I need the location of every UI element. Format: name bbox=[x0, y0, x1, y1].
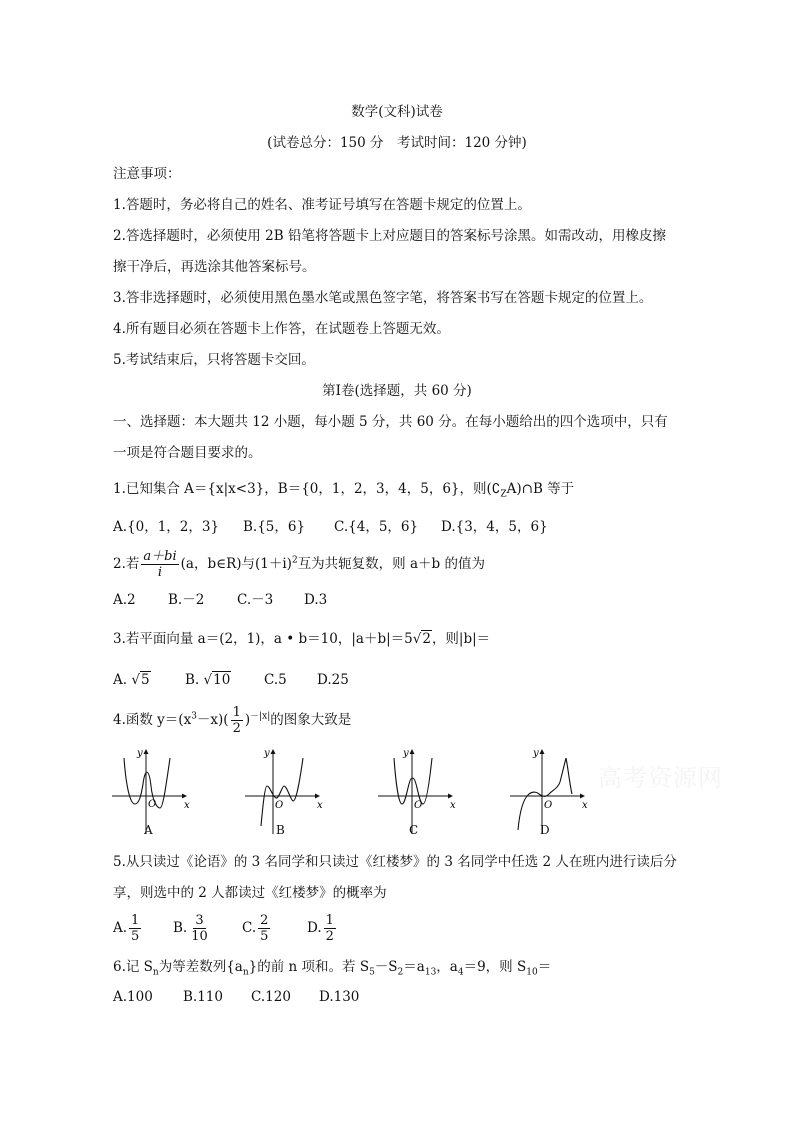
q5-options bbox=[113, 910, 338, 946]
graph-c-y-label: y bbox=[403, 748, 409, 759]
q6-option-a: A.100 bbox=[113, 989, 153, 1005]
graph-d-origin: O bbox=[544, 800, 553, 811]
q4-frac-num: 1 bbox=[232, 705, 241, 720]
q6-text: ＝ bbox=[537, 959, 552, 975]
q2-option-d: D.3 bbox=[304, 592, 328, 608]
q1-options bbox=[113, 518, 548, 536]
question-2 bbox=[113, 547, 485, 581]
q6-sub: 13 bbox=[424, 967, 437, 978]
q3-radicand: 2 bbox=[422, 631, 431, 647]
q3-stem-end: ，则|b|＝ bbox=[431, 631, 491, 647]
q1-option-c: C.{4，5，6} bbox=[334, 519, 419, 535]
q2-frac-den: i bbox=[157, 565, 163, 580]
q5-option-b bbox=[173, 910, 242, 946]
graph-a-y-label: y bbox=[137, 748, 143, 759]
q3-option-a-radicand: 5 bbox=[140, 672, 150, 688]
q1-option-d: D.{3，4，5，6} bbox=[441, 519, 548, 535]
q6-options bbox=[113, 988, 359, 1006]
q3-option-b-radicand: 10 bbox=[213, 672, 231, 688]
q5-option-b-frac bbox=[189, 913, 210, 944]
q6-sub: 10 bbox=[526, 967, 538, 978]
question-5: 5.从只读过《论语》的 3 名同学和只读过《红楼梦》的 3 名同学中任选 2 人在班内进行读后分 bbox=[113, 854, 677, 870]
q5-option-c-den: 5 bbox=[260, 929, 269, 944]
q1-sub: Z bbox=[500, 489, 507, 500]
q5-option-c-frac bbox=[258, 913, 270, 944]
q3-option-b bbox=[185, 671, 264, 689]
question-4: 4.函数 $y=(x^3-x)$( $\frac{1}{2}$ )$^{-|x|}$的图象大致是 bbox=[113, 705, 352, 736]
q2-prefix: 2.若 bbox=[113, 556, 140, 572]
q5-option-c-num: 2 bbox=[260, 913, 269, 928]
q5-option-a-label: A. bbox=[113, 920, 128, 936]
graph-a-origin: O bbox=[148, 799, 157, 810]
exam-info: (试卷总分：150 分 考试时间：120 分钟) bbox=[267, 135, 527, 151]
q3-stem: 3.若平面向量 a＝(2，1)，a • b＝10，|a＋b|＝5 bbox=[113, 631, 413, 647]
q5-option-c bbox=[242, 910, 307, 946]
graph-c-origin: O bbox=[414, 800, 423, 811]
q4-fraction bbox=[231, 705, 243, 736]
part-title: 第Ⅰ卷(选择题，共 60 分) bbox=[322, 383, 472, 399]
q5-option-a-den: 5 bbox=[131, 929, 140, 944]
q6-text: }的前 n 项和。若 S bbox=[248, 959, 370, 975]
q5-option-b-label: B. bbox=[173, 920, 188, 936]
graph-a-label: A bbox=[144, 823, 153, 837]
q2-middle: (a，b∈R)与(1＋i) bbox=[180, 556, 292, 572]
q6-option-d: D.130 bbox=[319, 989, 360, 1005]
q2-options bbox=[113, 591, 327, 609]
q2-option-a: A.2 bbox=[113, 592, 136, 608]
q6-option-b: B.110 bbox=[183, 989, 223, 1005]
q6-option-c: C.120 bbox=[251, 989, 291, 1005]
q4-mid: －x)( bbox=[196, 712, 229, 728]
q1-stem-end: A)∩B 等于 bbox=[506, 481, 575, 497]
q2-option-c: C.－3 bbox=[237, 592, 274, 608]
page-title: 数学(文科)试卷 bbox=[351, 104, 443, 120]
graph-d-x-label: x bbox=[582, 800, 588, 811]
q5-option-a-frac bbox=[129, 913, 141, 944]
q6-sub: 2 bbox=[397, 967, 404, 978]
q2-option-b: B.－2 bbox=[168, 592, 205, 608]
q6-text: －S bbox=[374, 959, 398, 975]
q5-option-b-den: 10 bbox=[191, 929, 208, 944]
question-3 bbox=[113, 630, 490, 648]
q3-option-b-label: B. bbox=[185, 672, 200, 688]
notice-item: 5.考试结束后，只将答题卡交回。 bbox=[113, 352, 315, 368]
graph-b-label: B bbox=[276, 823, 285, 837]
section-instruction: 一、选择题：本大题共 12 小题，每小题 5 分，共 60 分。在每小题给出的四个选项中，只有 bbox=[113, 414, 668, 430]
q2-fraction bbox=[141, 549, 178, 580]
q5-option-c-label: C. bbox=[242, 920, 257, 936]
question-5-cont: 享，则选中的 2 人都读过《红楼梦》的概率为 bbox=[113, 885, 387, 901]
q6-sub: n bbox=[242, 967, 249, 978]
section-instruction: 一项是符合题目要求的。 bbox=[113, 445, 262, 461]
q5-option-d-den: 2 bbox=[325, 929, 334, 944]
graph-b-origin: O bbox=[275, 800, 284, 811]
q5-option-d bbox=[307, 910, 338, 946]
q3-sqrt: √2 bbox=[412, 631, 431, 647]
q3-option-c: C.5 bbox=[264, 672, 287, 688]
q6-sub: n bbox=[152, 967, 159, 978]
graph-d-y-label: y bbox=[533, 748, 539, 759]
graph-b-y-label: y bbox=[264, 748, 270, 759]
q6-text: ＝a bbox=[403, 959, 425, 975]
notice-item: 擦干净后，再选涂其他答案标号。 bbox=[113, 259, 316, 275]
q6-text: 为等差数列{a bbox=[158, 959, 243, 975]
q2-frac-num: a＋bi bbox=[143, 549, 177, 564]
notice-item: 3.答非选择题时，必须使用黑色墨水笔或黑色签字笔，将答案书写在答题卡规定的位置上。 bbox=[113, 290, 653, 306]
q3-option-d: D.25 bbox=[317, 672, 349, 688]
question-6 bbox=[113, 958, 551, 976]
q6-sub: 5 bbox=[369, 967, 375, 978]
q6-text: ＝9，则 S bbox=[463, 959, 527, 975]
q6-text: ，a bbox=[436, 959, 458, 975]
q3-options bbox=[113, 671, 349, 689]
q6-sub: 4 bbox=[457, 967, 464, 978]
notice-heading: 注意事项： bbox=[113, 166, 181, 182]
q4-suffix: 的图象大致是 bbox=[270, 712, 352, 728]
graph-c-x-label: x bbox=[450, 800, 456, 811]
q5-option-d-label: D. bbox=[307, 920, 322, 936]
q3-option-b-sqrt: √10 bbox=[203, 672, 231, 688]
q4-sup2: －|x| bbox=[250, 711, 271, 722]
q3-option-a-label: A. bbox=[113, 672, 128, 688]
notice-item: 1.答题时，务必将自己的姓名、准考证号填写在答题卡规定的位置上。 bbox=[113, 197, 531, 213]
notice-item: 2.答选择题时，必须使用 2B 铅笔将答题卡上对应题目的答案标号涂黑。如需改动，用橡皮擦 bbox=[113, 228, 666, 244]
graph-a-x-label: x bbox=[184, 800, 190, 811]
q6-text: 6.记 S bbox=[113, 959, 153, 975]
q5-option-b-num: 3 bbox=[195, 913, 204, 928]
question-1 bbox=[113, 480, 574, 498]
graph-c-label: C bbox=[409, 823, 419, 837]
q3-option-a bbox=[113, 671, 185, 689]
q2-sup: 2 bbox=[291, 555, 298, 566]
q5-option-a-num: 1 bbox=[131, 913, 140, 928]
graph-b-x-label: x bbox=[317, 800, 323, 811]
graph-d-label: D bbox=[540, 823, 550, 837]
q4-sup1: 3 bbox=[191, 711, 197, 722]
q1-option-a: A.{0，1，2，3} bbox=[113, 519, 220, 535]
q4-frac-den: 2 bbox=[232, 721, 241, 736]
q4-prefix: 4.函数 y＝(x bbox=[113, 712, 192, 728]
watermark: 高考资源网 bbox=[598, 764, 723, 792]
q3-option-a-sqrt: √5 bbox=[131, 672, 150, 688]
q2-suffix: 互为共轭复数，则 a＋b 的值为 bbox=[297, 556, 485, 572]
q5-option-a bbox=[113, 910, 173, 946]
q5-option-d-frac bbox=[324, 913, 336, 944]
notice-item: 4.所有题目必须在答题卡上作答，在试题卷上答题无效。 bbox=[113, 321, 450, 337]
q5-option-d-num: 1 bbox=[325, 913, 334, 928]
q1-stem: 1.已知集合 A＝{x|x<3}，B＝{0，1，2，3，4，5，6}，则(∁ bbox=[113, 481, 501, 497]
q1-option-b: B.{5，6} bbox=[243, 519, 306, 535]
